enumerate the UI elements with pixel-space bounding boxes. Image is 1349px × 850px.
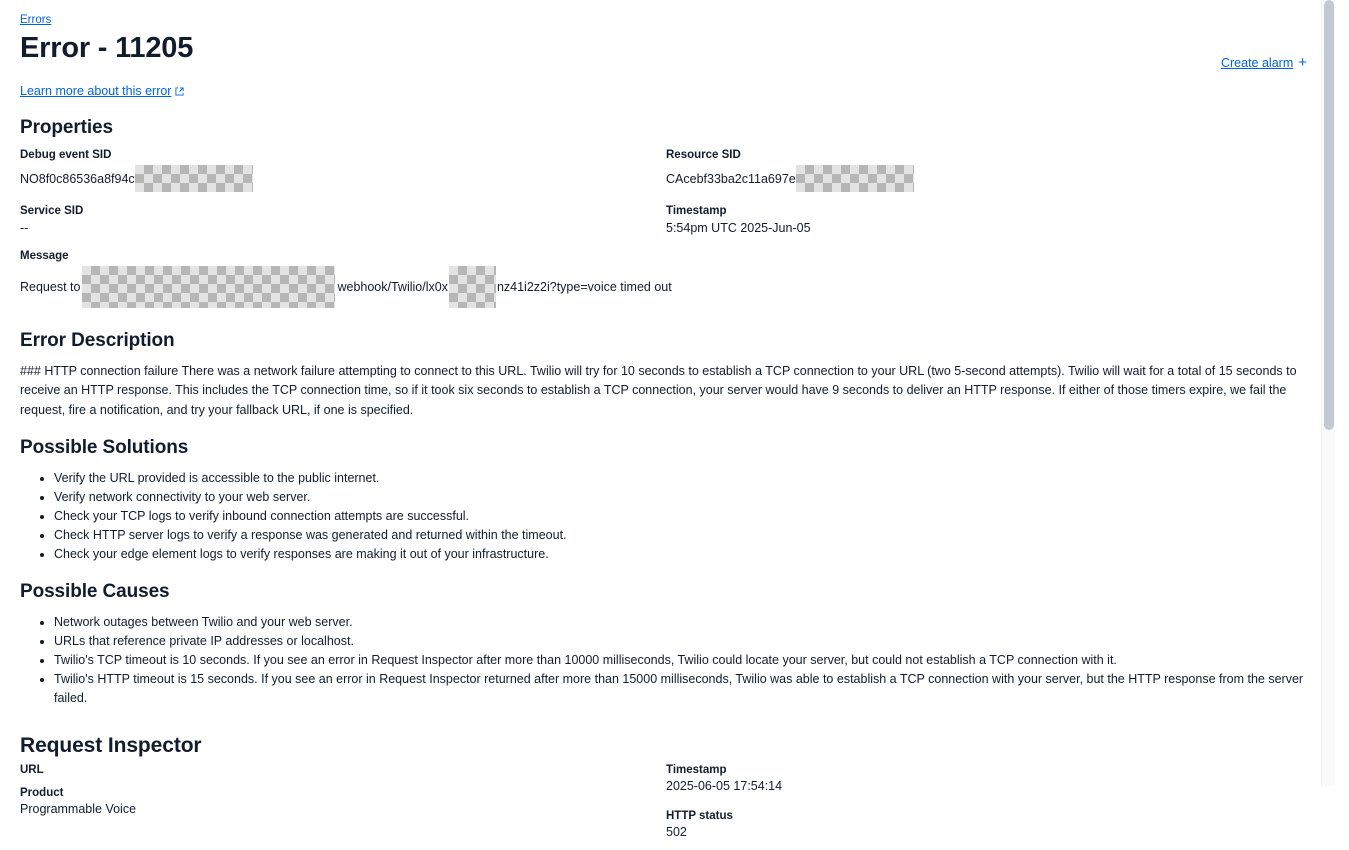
redacted-block (82, 266, 335, 308)
plus-icon: + (1298, 54, 1307, 71)
debug-event-sid-text: NO8f0c86536a8f94c (20, 171, 135, 186)
resource-sid-text: CAcebf33ba2c11a697e (666, 171, 796, 186)
timestamp-label: Timestamp (666, 764, 727, 777)
product-value: Programmable Voice (20, 802, 137, 817)
error-description-heading: Error Description (20, 330, 175, 351)
properties-grid (20, 149, 1315, 248)
prop-resource-sid (666, 149, 1315, 192)
list-item: • Verify network connectivity to your web server. (54, 488, 1315, 507)
list-item: • Check HTTP server logs to verify a response was generated and returned within the timeout. (54, 526, 1315, 545)
prop-debug-event-sid (20, 149, 666, 192)
prop-service-sid (20, 205, 666, 235)
create-alarm-label: Create alarm (1220, 55, 1294, 70)
redacted-block (135, 165, 253, 192)
prop-value: -- (20, 221, 29, 235)
message-prefix: Request to (20, 280, 81, 294)
message-middle: webhook/Twilio/lx0x (337, 280, 448, 294)
product-label: Product (20, 787, 64, 800)
list-item: • Check your TCP logs to verify inbound connection attempts are successful. (54, 507, 1315, 526)
request-inspector-grid (20, 764, 1315, 850)
message-suffix: nz41i2z2i?type=voice timed out (496, 280, 672, 294)
possible-causes-heading: Possible Causes (20, 581, 170, 603)
prop-label: Service SID (20, 205, 84, 217)
page-header (20, 29, 1315, 70)
prop-value (666, 165, 1315, 192)
list-item: • URLs that reference private IP addresses or localhost. (54, 632, 1315, 651)
redacted-block (796, 165, 914, 192)
request-inspector-right (666, 764, 1315, 850)
page-title: Error - 11205 (20, 32, 194, 64)
prop-label: Debug event SID (20, 149, 112, 161)
redacted-block (449, 266, 496, 308)
prop-value: 5:54pm UTC 2025-Jun-05 (666, 221, 811, 235)
possible-causes-list (20, 613, 1315, 708)
page-scrollbar[interactable] (1321, 0, 1335, 786)
url-label: URL (20, 764, 44, 777)
external-link-icon (175, 87, 184, 96)
http-status-label: HTTP status (666, 810, 733, 823)
request-inspector-heading: Request Inspector (20, 734, 202, 758)
create-alarm-button[interactable] (1221, 55, 1307, 70)
request-inspector-left (20, 764, 666, 850)
prop-value (20, 266, 1315, 308)
http-status-value: 502 (666, 825, 687, 840)
prop-label: Timestamp (666, 205, 727, 217)
prop-message (20, 250, 1315, 308)
possible-solutions-heading: Possible Solutions (20, 437, 189, 459)
prop-label: Message (20, 250, 69, 262)
timestamp-value: 2025-06-05 17:54:14 (666, 779, 783, 794)
properties-heading: Properties (20, 117, 113, 138)
prop-timestamp (666, 205, 1315, 235)
error-description-text: ### HTTP connection failure There was a network failure attempting to connect to this URL. Twilio will try for 10 seconds to establish a TCP connection to your URL (two 5-second attempts). Twilio will wait for a total of 15 seconds to receive an HTTP response. This includes the TCP connection time, so if it took six seconds to establish a TCP connection, your server would have 9 seconds to deliver an HTTP response. If either of those timers expire, we fail the request, fire a notification, and try your fallback URL, if one is specified. (20, 364, 1297, 417)
breadcrumb-errors[interactable]: Errors (20, 14, 52, 26)
prop-label: Resource SID (666, 149, 741, 161)
scrollbar-thumb[interactable] (1324, 0, 1334, 430)
list-item: • Check your edge element logs to verify responses are making it out of your infrastructure. (54, 545, 1315, 564)
possible-solutions-list (20, 469, 1315, 564)
list-item: • Network outages between Twilio and your web server. (54, 613, 1315, 632)
learn-more-link[interactable] (20, 84, 184, 98)
list-item: • Twilio's TCP timeout is 10 seconds. If you see an error in Request Inspector after more than 10000 milliseconds, Twilio could locate your server, but could not establish a TCP connection with it. (54, 651, 1315, 670)
learn-more-label: Learn more about this error (20, 84, 172, 98)
prop-value (20, 165, 666, 192)
list-item: • Twilio's HTTP timeout is 15 seconds. If you see an error in Request Inspector returned after more than 15000 milliseconds, Twilio was able to establish a TCP connection with your server, but the HTTP response from the server failed. (54, 670, 1315, 708)
list-item: • Verify the URL provided is accessible to the public internet. (54, 469, 1315, 488)
